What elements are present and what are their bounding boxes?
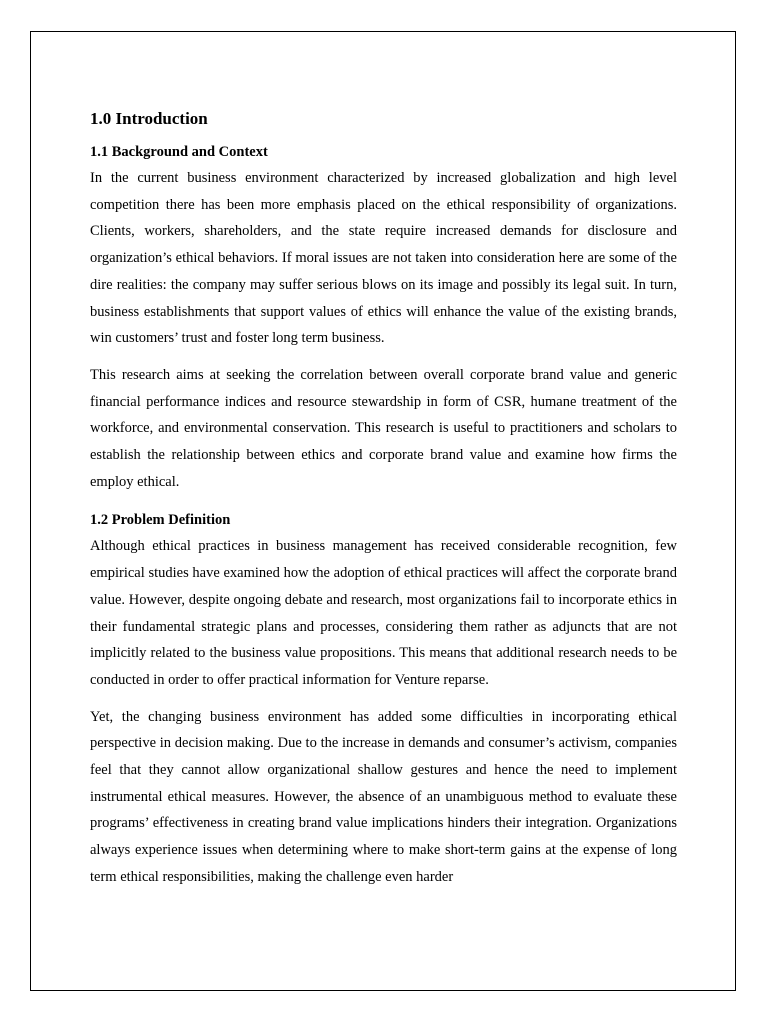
document-body [90, 107, 677, 901]
paragraph-background-2: This research aims at seeking the correlation between overall corporate brand value and generic financial performance indices and resource stewardship in form of CSR, humane treatment of the workforce, and environmental conservation. This research is useful to practitioners and scholars to establish the relationship between ethics and corporate brand value and examine how firms the employ ethical. [90, 366, 677, 490]
paragraph-problem-2: Yet, the changing business environment has added some difficulties in incorporating ethical perspective in decision making. Due to the increase in demands and consumer’s activism, companies feel that they cannot allow organizational shallow gestures and hence the need to implement instrumental ethical measures. However, the absence of an unambiguous method to evaluate these programs’ effectiveness in creating brand value implications hinders their integration. Organizations always experience issues when determining where to make short-term gains at the expense of long term ethical responsibilities, making the challenge even harder [90, 708, 677, 885]
section-heading-problem: 1.2 Problem Definition [90, 512, 231, 529]
paragraph-problem-1: Although ethical practices in business management has received considerable recognition, few empirical studies have examined how the adoption of ethical practices will affect the corporate brand value. However, despite ongoing debate and research, most organizations fail to incorporate ethics in their fundamental strategic plans and processes, considering them rather as adjuncts that are not implicitly related to the business value propositions. This means that additional research needs to be conducted in order to offer practical information for Venture reparse. [90, 538, 677, 688]
paragraph-background-1: In the current business environment characterized by increased globalization and high level competition there has been more emphasis placed on the ethical responsibility of organizations. Clients, workers, shareholders, and the state require increased demands for disclosure and organization’s ethical behaviors. If moral issues are not taken into consideration here are some of the dire realities: the company may suffer serious blows on its image and possibly its legal suit. In turn, business establishments that support values of ethics will enhance the value of the existing brands, win customers’ trust and foster long term business. [90, 170, 677, 347]
main-heading: 1.0 Introduction [90, 109, 208, 128]
section-heading-background: 1.1 Background and Context [90, 144, 268, 160]
